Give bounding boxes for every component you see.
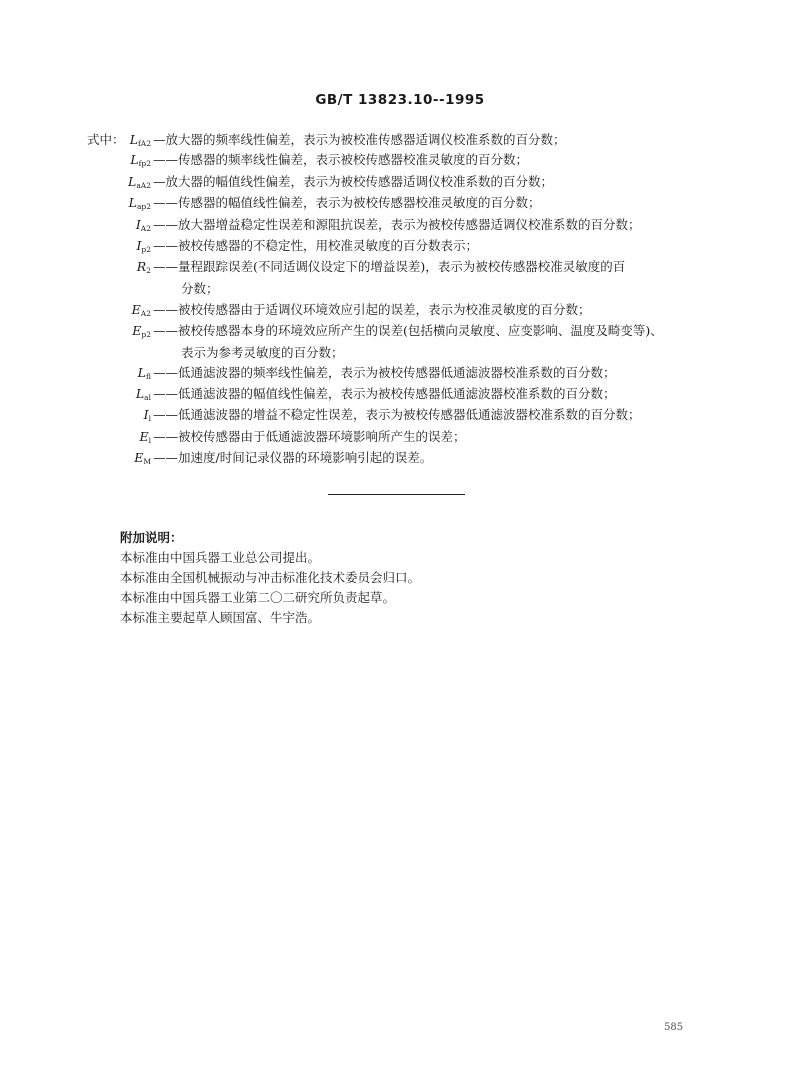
symbol-subscript: 2 [146, 266, 151, 275]
definition-symbol [91, 193, 151, 217]
symbol-subscript: fA2 [138, 139, 151, 148]
definition-row [0, 215, 800, 235]
definition-description: ——被校传感器由于适调仪环境效应引起的误差，表示为校准灵敏度的百分数； [153, 302, 591, 317]
definition-row [0, 427, 800, 447]
definition-row [0, 363, 800, 383]
definition-description: ——低通滤波器的频率线性偏差，表示为被校传感器低通滤波器校准系数的百分数； [153, 365, 616, 380]
symbol-letter: L [137, 365, 146, 380]
notes-title: 附加说明： [120, 530, 183, 545]
symbol-subscript: A2 [140, 224, 151, 233]
symbol-letter: I [136, 238, 142, 253]
note-line: 本标准由中国兵器工业第二〇二研究所负责起草。 [120, 590, 396, 605]
symbol-subscript: fp2 [138, 159, 151, 168]
symbol-letter: L [128, 174, 137, 189]
definition-symbol [91, 321, 151, 345]
definition-symbol [91, 150, 151, 174]
symbol-letter: L [129, 132, 139, 147]
definition-row [0, 300, 800, 320]
symbol-letter: E [132, 323, 142, 338]
symbol-subscript: al [144, 393, 151, 402]
definition-row [0, 236, 800, 256]
additional-notes [120, 528, 420, 628]
definition-row [0, 321, 800, 363]
symbol-subscript: p2 [141, 330, 151, 339]
note-line: 本标准主要起草人顾国富、牛宇浩。 [120, 610, 321, 625]
symbol-letter: E [131, 302, 141, 317]
symbol-letter: R [136, 259, 147, 274]
symbol-subscript: aA2 [136, 181, 151, 190]
definition-description: ——被校传感器的不稳定性，用校准灵敏度的百分数表示； [153, 238, 479, 253]
definition-symbol [91, 405, 151, 429]
definition-description: —放大器的频率线性偏差，表示为被校准传感器适调仪校准系数的百分数； [153, 132, 566, 147]
symbol-subscript: A2 [140, 309, 151, 318]
symbol-letter: L [135, 386, 145, 401]
symbol-letter: E [134, 450, 144, 465]
definition-row [0, 130, 800, 150]
symbol-letter: I [135, 217, 141, 232]
definition-description: ——加速度/时间记录仪器的环境影响引起的误差。 [153, 450, 433, 465]
symbol-subscript: l [148, 436, 151, 445]
symbol-subscript: p2 [141, 245, 151, 254]
definition-description: ——低通滤波器的幅值线性偏差，表示为被校传感器低通滤波器校准系数的百分数； [153, 386, 616, 401]
definition-description: —放大器的幅值线性偏差，表示为被校传感器适调仪校准系数的百分数； [153, 174, 554, 189]
definition-row [0, 172, 800, 192]
definition-symbol [91, 448, 151, 472]
note-line: 本标准由中国兵器工业总公司提出。 [120, 550, 321, 565]
page-number: 585 [664, 1022, 684, 1033]
definition-description: ——被校传感器本身的环境效应所产生的误差(包括横向灵敏度、应变影响、温度及畸变等)、 [153, 323, 663, 338]
definition-continuation: 分数； [181, 281, 219, 296]
symbol-subscript: l [148, 414, 151, 423]
definition-symbol [91, 257, 151, 281]
symbol-letter: E [139, 429, 149, 444]
symbol-letter: L [130, 152, 139, 167]
definition-continuation: 表示为参考灵敏度的百分数； [181, 345, 344, 360]
symbol-letter: L [128, 195, 137, 210]
symbol-subscript: M [143, 457, 151, 466]
definition-row [0, 448, 800, 468]
definition-description: ——被校传感器由于低通滤波器环境影响所产生的误差； [153, 429, 466, 444]
definition-description: ——放大器增益稳定性误差和源阻抗误差，表示为被校传感器适调仪校准系数的百分数； [153, 217, 641, 232]
symbol-subscript: ap2 [136, 202, 151, 211]
note-line: 本标准由全国机械振动与冲击标准化技术委员会归口。 [120, 570, 421, 585]
definition-description: ——传感器的幅值线性偏差，表示为被校传感器校准灵敏度的百分数； [153, 195, 541, 210]
definition-description: ——量程跟踪误差(不同适调仪设定下的增益误差)，表示为被校传感器校准灵敏度的百 [153, 259, 626, 274]
definition-row [0, 257, 800, 299]
definition-row [0, 384, 800, 404]
definition-description: ——低通滤波器的增益不稳定性误差，表示为被校传感器低通滤波器校准系数的百分数； [153, 407, 641, 422]
end-of-text-rule [328, 494, 465, 495]
definition-row [0, 405, 800, 425]
definition-row [0, 150, 800, 170]
symbol-subscript: fl [145, 372, 151, 381]
definition-row [0, 193, 800, 213]
definition-description: ——传感器的频率线性偏差，表示被校传感器校准灵敏度的百分数； [153, 152, 529, 167]
definitions-intro: 式中： [87, 132, 125, 147]
standard-code-header: GB/T 13823.10--1995 [315, 92, 485, 108]
symbol-letter: I [143, 407, 149, 422]
